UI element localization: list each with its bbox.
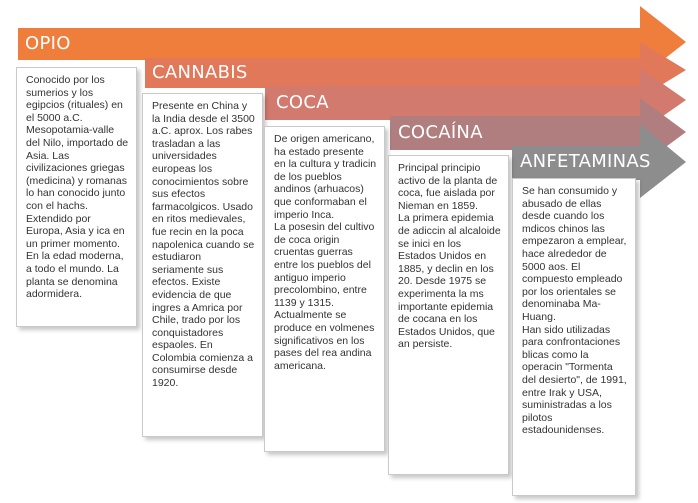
stage-box-cannabis [142,93,263,437]
stage-box-opio [16,67,137,327]
stage-text: La posesin del cultivo de coca origin cruentas guerras entre los pueblos del antiguo imperio precolombino, entre 1139 y 1315. Actualmente se produce en volmenes significativos en los pases del rea andina americana. [274,221,375,372]
stage-text: Han sido utilizadas para confrontaciones blicas como la operacin "Tormenta del desierto", de 1991, entre Irak y USA, suministradas a los pilotos estadounidenses. [522,323,627,437]
stage-title-cannabis: CANNABIS [152,62,248,83]
stage-text: Presente en China y la India desde el 3500 a.C. aprox. Los rabes trasladan a las universidades europeas los conocimientos sobre sus efectos farmacolgicos. Usado en ritos medievales, fue recin en la poca napolenica cuando se estudiaron seriamente sus efectos. Existe evidencia de que ingres a Amrica por Chile, trado por los conquistadores espaoles. En Colombia comienza a consumirse desde 1920. [152,100,255,390]
stage-box-cocaina [388,155,509,475]
stage-title-coca: COCA [276,92,329,113]
stage-title-opio: OPIO [25,33,71,54]
stage-text: Conocido por los sumerios y los egipcios (rituales) en el 5000 a.C. Mesopotamia-valle del Nilo, importado de Asia. Las civilizaciones griegas (medicina) y romanas lo han conocido junto con el hachs. Extendido por Europa, Asia y ica en un primer momento. En la edad moderna, a todo el mundo. La planta se denomina adormidera. [26,74,129,301]
stage-text: Principal principio activo de la planta de coca, fue aislada por Nieman en 1859. [398,162,498,212]
stage-title-anfetaminas: ANFETAMINAS [520,151,651,172]
stage-text: Se han consumido y abusado de ellas desde cuando los mdicos chinos las empezaron a emplear, hace alrededor de 5000 aos. El compuesto empleado por los orientales se denominaba Ma-Huang. [522,185,627,323]
stage-box-anfetaminas [512,178,636,496]
stage-title-cocaina: COCAÍNA [398,122,483,143]
stage-text: La primera epidemia de adiccin al alcaloide se inici en los Estados Unidos en 1885, y declin en los 20. Desde 1975 se experimenta la ms importante epidemia de cocana en los Estados Unidos, que an persiste. [398,212,501,351]
stage-box-coca [264,126,385,452]
stage-text: De origen americano, ha estado presente en la cultura y tradicin de los pueblos andinos (arhuacos) que conformaban el imperio Inca. [274,133,377,221]
